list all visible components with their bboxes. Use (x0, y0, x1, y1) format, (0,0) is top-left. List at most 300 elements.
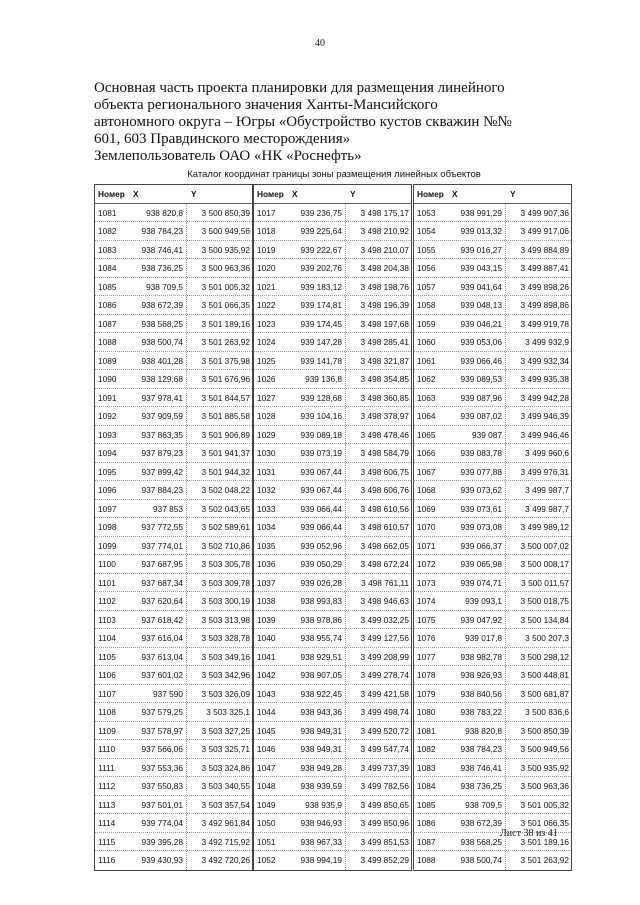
y-coordinate-cell: 3 502 710,86 (201, 540, 250, 551)
y-coordinate-cell: 3 499 919,78 (520, 318, 569, 329)
table-row (95, 537, 252, 556)
table-row (414, 444, 571, 463)
point-number-cell: 1071 (417, 540, 436, 551)
table-row (95, 703, 252, 722)
header-y: Y (350, 189, 356, 199)
x-coordinate-cell: 938 820,8 (129, 204, 187, 222)
y-coordinate-cell: 3 500 949,56 (520, 744, 569, 754)
x-coordinate-cell: 939 052,96 (288, 537, 346, 555)
x-coordinate-cell: 937 578,97 (129, 722, 187, 740)
table-row (254, 685, 411, 704)
x-coordinate-cell: 937 772,55 (129, 518, 187, 536)
y-coordinate-cell: 3 499 737,39 (360, 762, 409, 773)
x-coordinate-cell: 937 884,23 (129, 481, 187, 499)
table-row (414, 611, 571, 630)
table-row (254, 851, 411, 870)
table-row (414, 296, 571, 315)
y-coordinate-cell: 3 498 197,68 (360, 318, 409, 329)
point-number-cell: 1050 (257, 818, 276, 828)
x-coordinate-cell: 939 183,12 (288, 278, 346, 296)
point-number-cell: 1077 (417, 651, 436, 662)
y-coordinate-cell: 3 501 263,92 (520, 855, 569, 865)
x-coordinate-cell: 939 066,46 (448, 352, 506, 370)
x-coordinate-cell: 938 568,25 (129, 315, 187, 333)
y-coordinate-cell: 3 503 357,54 (201, 799, 250, 810)
y-coordinate-cell: 3 500 018,75 (520, 596, 569, 606)
point-number-cell: 1067 (417, 466, 436, 477)
x-coordinate-cell: 938 946,93 (288, 814, 346, 832)
table-row (254, 833, 411, 852)
y-coordinate-cell: 3 503 327,25 (201, 725, 250, 736)
y-coordinate-cell: 3 501 189,16 (520, 836, 569, 847)
x-coordinate-cell: 937 601,02 (129, 666, 187, 684)
table-row (254, 296, 411, 315)
point-number-cell: 1073 (417, 577, 436, 588)
y-coordinate-cell: 3 499 851,53 (360, 836, 409, 847)
y-coordinate-cell: 3 501 944,32 (201, 466, 250, 477)
y-coordinate-cell: 3 500 949,56 (201, 226, 250, 236)
table-row (95, 592, 252, 611)
table-row (95, 666, 252, 685)
table-row (414, 574, 571, 593)
y-coordinate-cell: 3 501 906,89 (201, 429, 250, 440)
point-number-cell: 1045 (257, 725, 276, 736)
x-coordinate-cell: 939 087,96 (448, 389, 506, 407)
point-number-cell: 1090 (98, 374, 117, 384)
y-coordinate-cell: 3 499 520,72 (360, 725, 409, 736)
point-number-cell: 1061 (417, 355, 436, 366)
y-coordinate-cell: 3 499 850,96 (360, 818, 409, 828)
point-number-cell: 1047 (257, 762, 276, 773)
x-coordinate-cell: 939 141,78 (288, 352, 346, 370)
table-row (95, 555, 252, 574)
coordinates-block (253, 184, 412, 871)
table-row (414, 759, 571, 778)
table-row (414, 315, 571, 334)
x-coordinate-cell: 938 949,31 (288, 740, 346, 758)
table-row (254, 241, 411, 260)
y-coordinate-cell: 3 500 836,6 (525, 707, 569, 717)
table-row (95, 315, 252, 334)
x-coordinate-cell: 938 840,56 (448, 685, 506, 703)
y-coordinate-cell: 3 499 987,7 (525, 503, 569, 514)
point-number-cell: 1095 (98, 466, 117, 477)
y-coordinate-cell: 3 500 963,36 (201, 263, 250, 273)
x-coordinate-cell: 939 073,19 (288, 444, 346, 462)
point-number-cell: 1093 (98, 429, 117, 440)
y-coordinate-cell: 3 501 375,98 (201, 355, 250, 366)
table-row (95, 352, 252, 371)
x-coordinate-cell: 938 955,74 (288, 629, 346, 647)
point-number-cell: 1055 (417, 244, 436, 255)
y-coordinate-cell: 3 500 935,92 (520, 762, 569, 773)
x-coordinate-cell: 938 129,68 (129, 370, 187, 388)
table-row (95, 740, 252, 759)
sheet-counter: Лист 38 из 41 (500, 828, 558, 839)
point-number-cell: 1111 (98, 762, 115, 773)
y-coordinate-cell: 3 498 662,05 (360, 540, 409, 551)
y-coordinate-cell: 3 498 610,56 (360, 503, 409, 514)
x-coordinate-cell: 938 949,31 (288, 722, 346, 740)
table-row (95, 777, 252, 796)
x-coordinate-cell: 937 550,83 (129, 777, 187, 795)
y-coordinate-cell: 3 503 324,86 (201, 762, 250, 773)
table-row (414, 648, 571, 667)
table-row (95, 370, 252, 389)
table-row (414, 592, 571, 611)
point-number-cell: 1039 (257, 614, 276, 625)
point-number-cell: 1019 (257, 244, 276, 255)
x-coordinate-cell: 939 774,04 (129, 814, 187, 832)
document-heading (94, 80, 564, 165)
x-coordinate-cell: 937 620,64 (129, 592, 187, 610)
point-number-cell: 1025 (257, 355, 276, 366)
y-coordinate-cell: 3 499 782,56 (360, 781, 409, 791)
table-row (95, 685, 252, 704)
table-row (414, 555, 571, 574)
x-coordinate-cell: 937 501,01 (129, 796, 187, 814)
x-coordinate-cell: 938 568,25 (448, 833, 506, 851)
y-coordinate-cell: 3 499 898,26 (520, 281, 569, 292)
point-number-cell: 1043 (257, 688, 276, 699)
table-row (254, 666, 411, 685)
table-row (414, 703, 571, 722)
y-coordinate-cell: 3 500 935,92 (201, 244, 250, 255)
point-number-cell: 1079 (417, 688, 436, 699)
table-row (414, 278, 571, 297)
point-number-cell: 1037 (257, 577, 276, 588)
x-coordinate-cell: 938 709,5 (448, 796, 506, 814)
table-row (414, 481, 571, 500)
y-coordinate-cell: 3 498 672,24 (360, 559, 409, 569)
table-row (414, 463, 571, 482)
point-number-cell: 1064 (417, 411, 436, 421)
point-number-cell: 1062 (417, 374, 436, 384)
point-number-cell: 1036 (257, 559, 276, 569)
y-coordinate-cell: 3 503 328,78 (201, 633, 250, 643)
y-coordinate-cell: 3 499 946,46 (520, 429, 569, 440)
x-coordinate-cell: 939 066,37 (448, 537, 506, 555)
point-number-cell: 1081 (98, 207, 117, 218)
table-row (254, 389, 411, 408)
table-caption: Каталог координат границы зоны размещения линейных объектов (187, 169, 481, 180)
point-number-cell: 1113 (98, 799, 116, 810)
table-header-row (414, 185, 571, 204)
y-coordinate-cell: 3 498 606,76 (360, 485, 409, 495)
table-row (254, 370, 411, 389)
x-coordinate-cell: 939 222,67 (288, 241, 346, 259)
x-coordinate-cell: 937 579,25 (129, 703, 187, 721)
point-number-cell: 1033 (257, 503, 276, 514)
x-coordinate-cell: 937 879,23 (129, 444, 187, 462)
y-coordinate-cell: 3 503 313,98 (201, 614, 250, 625)
heading-line: Основная часть проекта планировки для размещения линейного (94, 80, 505, 96)
x-coordinate-cell: 939 067,44 (288, 463, 346, 481)
y-coordinate-cell: 3 500 448,81 (520, 670, 569, 680)
point-number-cell: 1027 (257, 392, 276, 403)
point-number-cell: 1048 (257, 781, 276, 791)
point-number-cell: 1030 (257, 448, 276, 458)
table-row (254, 481, 411, 500)
x-coordinate-cell: 938 784,23 (448, 740, 506, 758)
x-coordinate-cell: 937 566,06 (129, 740, 187, 758)
x-coordinate-cell: 939 136,8 (288, 370, 346, 388)
y-coordinate-cell: 3 498 198,76 (360, 281, 409, 292)
point-number-cell: 1082 (98, 226, 117, 236)
x-coordinate-cell: 939 066,44 (288, 500, 346, 518)
table-row (254, 259, 411, 278)
table-row (254, 444, 411, 463)
table-row (95, 333, 252, 352)
point-number-cell: 1083 (98, 244, 117, 255)
x-coordinate-cell: 938 820,8 (448, 722, 506, 740)
point-number-cell: 1024 (257, 337, 276, 347)
y-coordinate-cell: 3 500 298,12 (520, 651, 569, 662)
point-number-cell: 1069 (417, 503, 436, 514)
heading-line: 601, 603 Правдинского месторождения» (94, 131, 351, 147)
point-number-cell: 1082 (417, 744, 436, 754)
table-row (254, 222, 411, 241)
x-coordinate-cell: 937 590 (129, 685, 187, 703)
header-y: Y (510, 189, 516, 199)
y-coordinate-cell: 3 499 989,12 (520, 522, 569, 532)
x-coordinate-cell: 939 046,21 (448, 315, 506, 333)
table-row (414, 722, 571, 741)
table-row (254, 629, 411, 648)
y-coordinate-cell: 3 503 349,16 (201, 651, 250, 662)
table-row (254, 777, 411, 796)
x-coordinate-cell: 938 926,93 (448, 666, 506, 684)
table-row (254, 518, 411, 537)
table-row (414, 241, 571, 260)
table-row (414, 370, 571, 389)
y-coordinate-cell: 3 499 942,28 (520, 392, 569, 403)
y-coordinate-cell: 3 501 676,96 (201, 374, 250, 384)
y-coordinate-cell: 3 498 321,87 (360, 355, 409, 366)
x-coordinate-cell: 938 746,41 (448, 759, 506, 777)
point-number-cell: 1038 (257, 596, 276, 606)
point-number-cell: 1035 (257, 540, 276, 551)
x-coordinate-cell: 939 147,28 (288, 333, 346, 351)
point-number-cell: 1053 (417, 207, 436, 218)
x-coordinate-cell: 939 048,13 (448, 296, 506, 314)
y-coordinate-cell: 3 499 032,25 (360, 614, 409, 625)
table-row (254, 407, 411, 426)
table-row (95, 814, 252, 833)
point-number-cell: 1054 (417, 226, 436, 236)
x-coordinate-cell: 938 982,78 (448, 648, 506, 666)
y-coordinate-cell: 3 503 325,71 (201, 744, 250, 754)
point-number-cell: 1076 (417, 633, 436, 643)
point-number-cell: 1099 (98, 540, 117, 551)
y-coordinate-cell: 3 499 960,6 (525, 448, 569, 458)
point-number-cell: 1023 (257, 318, 276, 329)
table-row (95, 796, 252, 815)
table-row (254, 315, 411, 334)
y-coordinate-cell: 3 501 066,35 (201, 300, 250, 310)
y-coordinate-cell: 3 499 932,9 (525, 337, 569, 347)
x-coordinate-cell: 938 672,39 (129, 296, 187, 314)
point-number-cell: 1070 (417, 522, 436, 532)
table-row (414, 666, 571, 685)
point-number-cell: 1108 (98, 707, 116, 717)
x-coordinate-cell: 938 939,59 (288, 777, 346, 795)
x-coordinate-cell: 938 784,23 (129, 222, 187, 240)
x-coordinate-cell: 939 074,71 (448, 574, 506, 592)
x-coordinate-cell: 937 613,04 (129, 648, 187, 666)
point-number-cell: 1017 (257, 207, 276, 218)
point-number-cell: 1021 (257, 281, 276, 292)
table-row (95, 574, 252, 593)
point-number-cell: 1091 (98, 392, 117, 403)
table-row (254, 759, 411, 778)
x-coordinate-cell: 939 073,08 (448, 518, 506, 536)
x-coordinate-cell: 939 073,62 (448, 481, 506, 499)
y-coordinate-cell: 3 500 850,39 (201, 207, 250, 218)
table-row (414, 222, 571, 241)
y-coordinate-cell: 3 501 844,57 (201, 392, 250, 403)
point-number-cell: 1060 (417, 337, 436, 347)
header-number: Номер (417, 189, 444, 199)
y-coordinate-cell: 3 498 606,75 (360, 466, 409, 477)
x-coordinate-cell: 939 050,29 (288, 555, 346, 573)
point-number-cell: 1087 (98, 318, 117, 329)
x-coordinate-cell: 939 174,81 (288, 296, 346, 314)
point-number-cell: 1105 (98, 651, 116, 662)
point-number-cell: 1098 (98, 522, 117, 532)
point-number-cell: 1115 (98, 836, 116, 847)
y-coordinate-cell: 3 503 340,55 (201, 781, 250, 791)
point-number-cell: 1034 (257, 522, 276, 532)
y-coordinate-cell: 3 498 946,63 (360, 596, 409, 606)
point-number-cell: 1086 (417, 818, 436, 828)
table-row (254, 814, 411, 833)
table-row (95, 722, 252, 741)
table-row (414, 426, 571, 445)
x-coordinate-cell: 939 066,44 (288, 518, 346, 536)
header-x: X (292, 189, 298, 199)
point-number-cell: 1058 (417, 300, 436, 310)
point-number-cell: 1089 (98, 355, 117, 366)
point-number-cell: 1101 (98, 577, 116, 588)
table-row (414, 333, 571, 352)
y-coordinate-cell: 3 499 127,56 (360, 633, 409, 643)
x-coordinate-cell: 938 967,33 (288, 833, 346, 851)
point-number-cell: 1087 (417, 836, 436, 847)
y-coordinate-cell: 3 499 898,86 (520, 300, 569, 310)
point-number-cell: 1107 (98, 688, 116, 699)
y-coordinate-cell: 3 502 048,22 (201, 485, 250, 495)
point-number-cell: 1065 (417, 429, 436, 440)
point-number-cell: 1085 (417, 799, 436, 810)
table-row (254, 592, 411, 611)
y-coordinate-cell: 3 503 326,09 (201, 688, 250, 699)
y-coordinate-cell: 3 492 715,92 (201, 836, 250, 847)
table-row (254, 463, 411, 482)
y-coordinate-cell: 3 499 987,7 (525, 485, 569, 495)
x-coordinate-cell: 937 687,95 (129, 555, 187, 573)
table-row (414, 537, 571, 556)
table-row (95, 296, 252, 315)
y-coordinate-cell: 3 498 210,92 (360, 226, 409, 236)
x-coordinate-cell: 939 104,16 (288, 407, 346, 425)
table-row (254, 703, 411, 722)
x-coordinate-cell: 939 017,8 (448, 629, 506, 647)
y-coordinate-cell: 3 499 850,65 (360, 799, 409, 810)
table-row (254, 648, 411, 667)
table-row (414, 352, 571, 371)
x-coordinate-cell: 939 093,1 (448, 592, 506, 610)
table-row (95, 204, 252, 223)
y-coordinate-cell: 3 499 932,34 (520, 355, 569, 366)
y-coordinate-cell: 3 499 907,36 (520, 207, 569, 218)
table-row (95, 463, 252, 482)
header-number: Номер (98, 189, 125, 199)
point-number-cell: 1081 (417, 725, 436, 736)
y-coordinate-cell: 3 500 681,87 (520, 688, 569, 699)
y-coordinate-cell: 3 501 005,32 (520, 799, 569, 810)
y-coordinate-cell: 3 498 761,11 (361, 577, 409, 588)
x-coordinate-cell: 938 991,29 (448, 204, 506, 222)
table-row (95, 389, 252, 408)
x-coordinate-cell: 937 618,42 (129, 611, 187, 629)
x-coordinate-cell: 937 899,42 (129, 463, 187, 481)
y-coordinate-cell: 3 499 946,39 (520, 411, 569, 421)
table-row (254, 204, 411, 223)
x-coordinate-cell: 939 053,06 (448, 333, 506, 351)
table-row (254, 722, 411, 741)
table-row (414, 389, 571, 408)
point-number-cell: 1022 (257, 300, 276, 310)
point-number-cell: 1018 (257, 226, 276, 236)
x-coordinate-cell: 938 922,45 (288, 685, 346, 703)
x-coordinate-cell: 938 783,22 (448, 703, 506, 721)
y-coordinate-cell: 3 498 610,57 (360, 522, 409, 532)
y-coordinate-cell: 3 498 196,39 (360, 300, 409, 310)
table-row (414, 259, 571, 278)
point-number-cell: 1032 (257, 485, 276, 495)
point-number-cell: 1074 (417, 596, 436, 606)
x-coordinate-cell: 938 401,28 (129, 352, 187, 370)
y-coordinate-cell: 3 499 208,99 (360, 651, 409, 662)
point-number-cell: 1059 (417, 318, 436, 329)
x-coordinate-cell: 938 500,74 (448, 851, 506, 870)
table-row (95, 222, 252, 241)
header-y: Y (191, 189, 197, 199)
table-row (254, 611, 411, 630)
table-row (254, 426, 411, 445)
header-number: Номер (257, 189, 284, 199)
x-coordinate-cell: 938 929,51 (288, 648, 346, 666)
point-number-cell: 1097 (98, 503, 117, 514)
x-coordinate-cell: 937 553,36 (129, 759, 187, 777)
y-coordinate-cell: 3 498 584,79 (360, 448, 409, 458)
x-coordinate-cell: 939 087 (448, 426, 506, 444)
point-number-cell: 1031 (257, 466, 276, 477)
point-number-cell: 1044 (257, 707, 276, 717)
x-coordinate-cell: 939 174,45 (288, 315, 346, 333)
x-coordinate-cell: 939 087,02 (448, 407, 506, 425)
x-coordinate-cell: 939 047,92 (448, 611, 506, 629)
point-number-cell: 1046 (257, 744, 276, 754)
x-coordinate-cell: 939 202,76 (288, 259, 346, 277)
x-coordinate-cell: 937 863,35 (129, 426, 187, 444)
table-row (254, 352, 411, 371)
table-row (95, 648, 252, 667)
x-coordinate-cell: 938 993,83 (288, 592, 346, 610)
y-coordinate-cell: 3 500 963,36 (520, 781, 569, 791)
x-coordinate-cell: 938 949,28 (288, 759, 346, 777)
